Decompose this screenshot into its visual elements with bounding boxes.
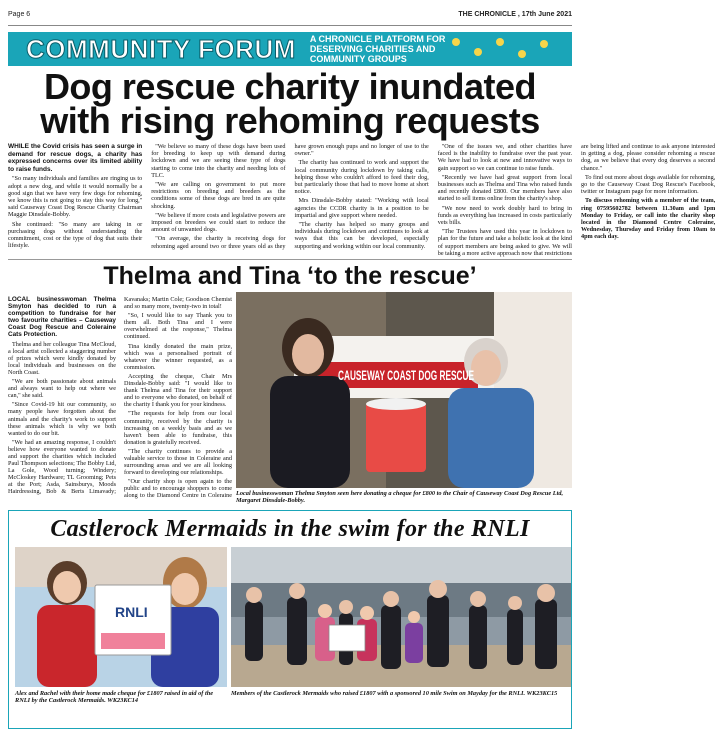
story2-paragraph: "Our charity shop is open again to the public and to encourage shoppers to come along to the Diamond Centre in Coleraine <box>124 478 232 500</box>
story1-paragraph: "The Trustees have used this year in lockdown to plan for the future and take a holistic look at the kind of support members are being asked to give. We will be taking a more active approach now that restrictions are being lifted and continue to ask anyone interested in getting a dog, please consider rehoming a rescue dog, as we believe that every dog deserves a second chance." <box>437 143 715 257</box>
story2-paragraph: "Since Covid-19 hit our community, so many people have forgotten about the animals and the charity's work to support these animals which is why we both wanted to do our bit. <box>8 401 116 437</box>
story2-paragraph: "We had an amazing response, I couldn't believe how everyone wanted to donate and support the charities which included Paul Thompson selections; The Bobby Ltd, La Gole, Wood turning; Windery; McCloskey Hardware; TL Grooming; Pets at the Port; Asda, Sainsburys, Moods Hairdressing, Bob & Berts Limavady; Kavanaks; Martin Cole; Goodison Chemist and so many more, twenty-two in total! <box>8 296 232 496</box>
story2-headline: Thelma and Tina ‘to the rescue’ <box>103 262 477 290</box>
page-header <box>8 4 572 26</box>
story2-paragraph: Accepting the cheque, Chair Mrs Dinsdale-Bobby said: "I would like to thank Thelma and Tina for their support and to everyone who donated, on behalf of the charity I thank you for your kindness. <box>124 372 232 409</box>
story2-paragraph: LOCAL businesswoman Thelma Smyton has decided to run a competition to fundraise for her two favourite charities – Causeway Coast Dog Rescue and Coleraine Cats Protection. <box>8 296 116 339</box>
story3-section <box>8 510 572 729</box>
mermaids-group-photo <box>231 547 571 687</box>
story1-paragraph: To discuss rehoming with a member of the team, ring 07595602782 between 11.30am and 1pm Monday to Friday, or call into the charity shop located in the Diamond Centre Coleraine, Wednesday, Thursday and Friday from 10am to 4pm each day. <box>581 197 715 241</box>
story1-body <box>8 143 715 259</box>
banner-title: COMMUNITY FORUM <box>26 33 296 64</box>
banner-tagline: A CHRONICLE PLATFORM FOR DESERVING CHARITIES AND COMMUNITY GROUPS <box>309 34 446 64</box>
story3-caption-right: Members of the Castlerock Mermaids who raised £1807 with a sponsored 10 mile Swim on Mayday for the RNLI. WK23KC15 <box>231 690 558 697</box>
story2-paragraph: "The requests for help from our local community, received by the charity is increasing on a weekly basis and as we haven't been able to fundraise, this donation is gratefully received. <box>124 410 232 446</box>
story1-paragraph: The charity has continued to work and support the local community during lockdown by taking calls, helping those who couldn't afford to feed their dog, but particularly those that had to move home at short notice. <box>294 159 429 196</box>
story1-paragraph: She continued: "So many are taking in or purchasing dogs without understanding the commitment, cost or the type of dog that suits their lifestyle. <box>8 220 143 250</box>
story1-paragraph: "So many individuals and families are ringing us to adopt a new dog, and while it would normally be a good sign that we have very few dogs for rehoming, we know this is not going to stay this way for long," said Causeway Coast Dog Rescue Charity Chairman Maggie Dinsdale-Bobby. <box>8 175 143 219</box>
story1-paragraph: "We believe if more costs and legislative powers are imposed on breeders we could start to reduce the amount of unwanted dogs. <box>151 211 286 234</box>
paw-prints-icon <box>444 34 564 64</box>
story1-paragraph: "One of the issues we, and other charities have faced is the inability to fundraise over the past year. We have had to look at new and innovative ways to gain support so we can continue to raise funds. <box>437 143 572 172</box>
cheque-presentation-photo <box>236 292 572 488</box>
children-with-cheque-photo <box>15 547 227 687</box>
story1-paragraph: "On average, the charity is receiving dogs for rehoming aged around two or three years old as they have grown enough pups and no longer of use to the owner." <box>151 143 429 250</box>
story2-paragraph: "The charity continues to provide a valuable service to those in Coleraine and surrounding areas and we are all looking forward to developing our relationships. <box>124 447 232 477</box>
story1-paragraph: "We believe so many of these dogs have been used for breeding to keep up with demand during lockdown and we are seeing these type of dogs starting to come into the charity and needing lots of TLC. <box>151 143 286 179</box>
story2-paragraph: Thelma and her colleague Tina McCloud, a local artist collected a staggering number of prizes which were kindly donated by local individuals and businesses on the North Coast. <box>8 340 116 376</box>
cheque-rnli-text: RNLI <box>115 604 148 620</box>
story1-paragraph: "The charity has helped so many groups and individuals during lockdown and continues to look at ways that this can be developed, especially supporting and working within our local community. <box>294 221 429 250</box>
page-number: Page 6 <box>8 11 31 18</box>
story1-paragraph: "We are calling on government to put more restrictions on breeding and breeders as the conditions some of these dogs are bred in are quite shocking. <box>151 181 286 210</box>
community-forum-banner <box>8 32 572 66</box>
divider <box>8 259 572 260</box>
story1-paragraph: "We now need to work doubly hard to bring in funds as everything has increased in costs particularly vets bills. <box>437 204 572 227</box>
story2-photo-caption: Local businesswoman Thelma Smyton seen here donating a cheque for £800 to the Chair of Causeway Coast Dog Rescue Ltd, Margaret Dinsdale-Bobby. <box>236 490 564 504</box>
story2-body <box>8 296 232 501</box>
story1-headline: Dog rescue charity inundated with rising rehoming requests <box>40 66 540 141</box>
story1-paragraph: "Recently we have had great support from local businesses such as Thelma and Tina who raised funds and recently donated £800. Our members have also started to sell items online from the charity's shop. <box>437 173 572 203</box>
story1-paragraph: Mrs Dinsdale-Bobby stated: "Working with local agencies the CCDR charity is in a position to be impartial and give support where needed. <box>294 197 429 219</box>
story1-paragraph: To find out more about dogs available for rehoming, go to the Causeway Coast Dog Rescue's Facebook, twitter or Instagram page for more information. <box>581 173 715 196</box>
photo-banner-text: CAUSEWAY COAST DOG RESCUE <box>338 367 474 383</box>
story2-paragraph: "So, I would like to say Thank you to them all. Both Tina and I were overwhelmed at the response," Thelma continued. <box>124 312 232 341</box>
story3-caption-left: Alex and Rachel with their home made cheque for £1807 raised in aid of the RNLI by the Castlerock Mermaids. WK23KC14 <box>15 690 214 704</box>
story3-headline: Castlerock Mermaids in the swim for the RNLI <box>50 516 530 542</box>
publication-date: THE CHRONICLE , 17th June 2021 <box>458 11 572 18</box>
story1-paragraph: WHILE the Covid crisis has seen a surge in demand for rescue dogs, a charity has expressed concerns over its limited ability to raise funds. <box>8 143 143 173</box>
story2-paragraph: "We are both passionate about animals and always want to help out where we can," she said. <box>8 378 116 400</box>
story2-paragraph: Tina kindly donated the main prize, which was a personalised portrait of whatever the winner requested, as a commission. <box>124 342 232 371</box>
